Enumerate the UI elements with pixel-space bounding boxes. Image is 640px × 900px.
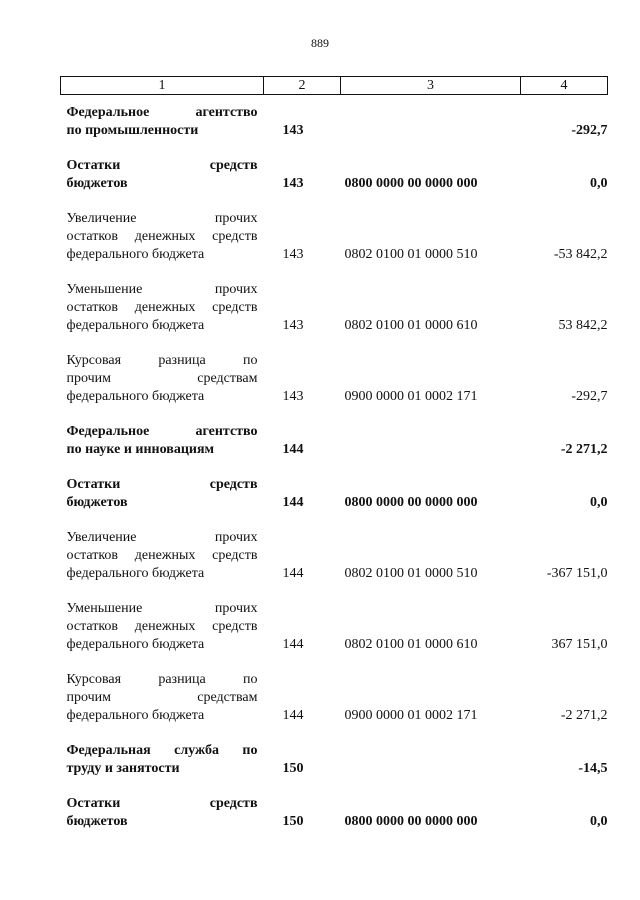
row-name — [61, 95, 264, 141]
row-name — [61, 654, 264, 725]
row-name-line: федерального бюджета — [66, 637, 205, 652]
row-amount: 367 151,0 — [551, 637, 608, 652]
row-admin-code: 150 — [282, 761, 304, 776]
table-row — [61, 335, 608, 406]
header-col-3: 3 — [341, 77, 521, 95]
row-admin-code: 143 — [282, 176, 304, 191]
row-classification-code: 0900 0000 01 0002 171 — [344, 708, 478, 723]
row-name — [61, 583, 264, 654]
table-row — [61, 583, 608, 654]
row-name-line: Уменьшение прочих — [66, 282, 258, 297]
table-row — [61, 459, 608, 512]
row-name — [61, 264, 264, 335]
row-admin-code: 143 — [282, 318, 304, 333]
row-classification-code: 0802 0100 01 0000 510 — [344, 566, 478, 581]
row-admin-code: 144 — [282, 708, 304, 723]
row-amount: 0,0 — [590, 814, 608, 829]
row-name-line: федерального бюджета — [66, 708, 205, 723]
row-name-line: Федеральная служба по — [66, 743, 258, 758]
row-name-line: по промышленности — [66, 123, 199, 138]
row-name-line: прочим средствам — [66, 690, 258, 705]
row-admin-code: 144 — [282, 442, 304, 457]
row-name-line: Остатки средств — [66, 796, 258, 811]
header-col-2: 2 — [264, 77, 341, 95]
row-classification-code: 0800 0000 00 0000 000 — [344, 495, 478, 510]
row-amount: 53 842,2 — [558, 318, 608, 333]
row-name-line: федерального бюджета — [66, 247, 205, 262]
row-name — [61, 406, 264, 459]
row-classification-code: 0800 0000 00 0000 000 — [344, 814, 478, 829]
table-row — [61, 95, 608, 141]
row-name-line: бюджетов — [66, 814, 128, 829]
row-name — [61, 193, 264, 264]
row-amount: 0,0 — [590, 495, 608, 510]
row-name-line: федерального бюджета — [66, 566, 205, 581]
header-col-1: 1 — [61, 77, 264, 95]
row-name — [61, 140, 264, 193]
table-row — [61, 193, 608, 264]
row-name — [61, 512, 264, 583]
row-name-line: Курсовая разница по — [66, 672, 258, 687]
row-classification-code: 0900 0000 01 0002 171 — [344, 389, 478, 404]
row-name-line: бюджетов — [66, 176, 128, 191]
table-row — [61, 654, 608, 725]
row-name-line: Курсовая разница по — [66, 353, 258, 368]
row-amount: -367 151,0 — [546, 566, 608, 581]
row-name-line: Уменьшение прочих — [66, 601, 258, 616]
row-name-line: по науке и инновациям — [66, 442, 215, 457]
row-admin-code: 144 — [282, 637, 304, 652]
row-amount: -14,5 — [578, 761, 608, 776]
row-admin-code: 143 — [282, 247, 304, 262]
row-name-line: остатков денежных средств — [66, 300, 258, 315]
row-name-line: труду и занятости — [66, 761, 180, 776]
row-admin-code: 150 — [282, 814, 304, 829]
row-classification-code: 0802 0100 01 0000 510 — [344, 247, 478, 262]
row-name-line: остатков денежных средств — [66, 619, 258, 634]
row-name-line: остатков денежных средств — [66, 229, 258, 244]
row-name-line: Федеральное агентство — [66, 424, 258, 439]
row-classification-code — [341, 406, 521, 459]
table-row — [61, 406, 608, 459]
row-name-line: бюджетов — [66, 495, 128, 510]
row-amount: -2 271,2 — [560, 708, 608, 723]
row-admin-code: 144 — [282, 495, 304, 510]
row-name — [61, 778, 264, 831]
row-name — [61, 725, 264, 778]
row-amount: -53 842,2 — [553, 247, 608, 262]
row-name-line: федерального бюджета — [66, 389, 205, 404]
row-admin-code: 143 — [282, 389, 304, 404]
row-admin-code: 143 — [282, 123, 304, 138]
table-row — [61, 512, 608, 583]
row-classification-code: 0802 0100 01 0000 610 — [344, 637, 478, 652]
row-admin-code: 144 — [282, 566, 304, 581]
table-header — [61, 77, 608, 95]
row-name — [61, 335, 264, 406]
row-name-line: Остатки средств — [66, 158, 258, 173]
header-row — [61, 77, 608, 95]
row-amount: -292,7 — [571, 389, 608, 404]
row-name-line: Увеличение прочих — [66, 530, 258, 545]
row-name — [61, 459, 264, 512]
row-name-line: Остатки средств — [66, 477, 258, 492]
table-row — [61, 725, 608, 778]
table-row — [61, 264, 608, 335]
header-col-4: 4 — [521, 77, 608, 95]
table-row — [61, 778, 608, 831]
row-amount: -292,7 — [571, 123, 608, 138]
row-name-line: Федеральное агентство — [66, 105, 258, 120]
page-number: 889 — [311, 36, 329, 50]
row-amount: 0,0 — [590, 176, 608, 191]
row-name-line: остатков денежных средств — [66, 548, 258, 563]
row-name-line: Увеличение прочих — [66, 211, 258, 226]
budget-table — [60, 76, 608, 831]
row-classification-code — [341, 95, 521, 141]
row-name-line: прочим средствам — [66, 371, 258, 386]
row-name-line: федерального бюджета — [66, 318, 205, 333]
row-classification-code: 0802 0100 01 0000 610 — [344, 318, 478, 333]
table-body — [61, 95, 608, 832]
table-row — [61, 140, 608, 193]
row-amount: -2 271,2 — [560, 442, 608, 457]
row-classification-code — [341, 725, 521, 778]
row-classification-code: 0800 0000 00 0000 000 — [344, 176, 478, 191]
